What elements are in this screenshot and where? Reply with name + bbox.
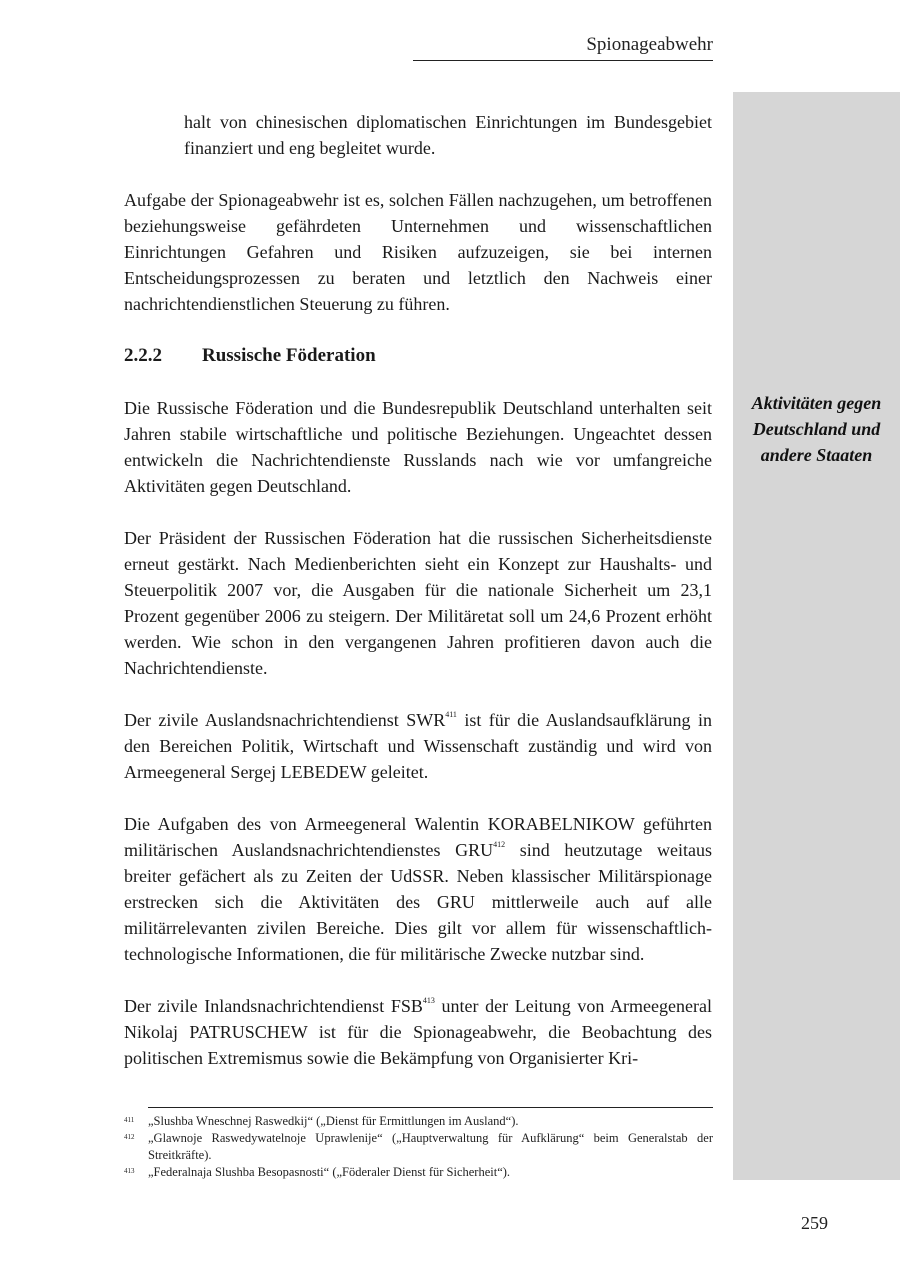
page-number: 259: [801, 1213, 828, 1233]
footnote-ref: 413: [422, 996, 435, 1005]
footnote: [124, 1130, 713, 1164]
footnote-text: „Glawnoje Raswedywatelnoje Uprawlenije“ („Hauptverwaltung für Aufklärung“ beim Generalstab der Streitkräfte).: [148, 1131, 713, 1162]
paragraph-text: Der zivile Inlandsnachrichtendienst FSB: [124, 996, 423, 1016]
paragraph-text: sind heutzutage weitaus breiter gefächert als zu Zeiten der UdSSR. Neben klassischer Militärspionage erstrecken sich die Aktivitäten des GRU mittlerweile auch auf alle militärrelevanten zivilen Bereiche. Dies gilt vor allem für wissenschaftlich-technologische Informationen, die für militärische Zwecke nutzbar sind.: [124, 840, 712, 964]
margin-note: [733, 390, 900, 468]
margin-note-line: andere Staaten: [760, 445, 873, 465]
section-heading: [124, 343, 712, 369]
paragraph: Aufgabe der Spionageabwehr ist es, solchen Fällen nachzugehen, um betroffenen beziehungsweise gefährdeten Unternehmen und wissenschaftlichen Einrichtungen Gefahren und Risiken aufzuzeigen, sie bei internen Entscheidungsprozessen zu beraten und letztlich den Nachweis einer nachrichtendienstlichen Steuerung zu führen.: [124, 190, 712, 314]
footnote-text: „Federalnaja Slushba Besopasnosti“ („Föderaler Dienst für Sicherheit“).: [148, 1165, 511, 1179]
paragraph-text: unter der Leitung von Armeegeneral Nikolaj PATRUSCHEW ist für die Spionageabwehr, die Beobachtung des politischen Extremismus sowie die Bekämpfung von Organisierter Kri-: [124, 996, 712, 1068]
paragraph: [124, 993, 712, 1071]
paragraph: [124, 707, 712, 785]
paragraph: Die Russische Föderation und die Bundesrepublik Deutschland unterhalten seit Jahren stabile wirtschaftliche und politische Beziehungen. Ungeachtet dessen entwickeln die Nachrichtendienste Russlands nach wie vor umfangreiche Aktivitäten gegen Deutschland.: [124, 398, 712, 496]
paragraph-continuation: halt von chinesischen diplomatischen Einrichtungen im Bundesgebiet finanziert und eng begleitet wurde.: [184, 112, 712, 158]
main-text: [124, 109, 712, 1097]
paragraph-text: Die Aufgaben des von Armeegeneral Walentin KORABELNIKOW geführten militärischen Auslandsnachrichtendienstes GRU: [124, 814, 712, 860]
section-number: 2.2.2: [124, 345, 162, 366]
footnotes: [124, 1113, 713, 1181]
paragraph: Der Präsident der Russischen Föderation hat die russischen Sicherheitsdienste erneut gestärkt. Nach Medienberichten sieht ein Konzept zur Haushalts- und Steuerpolitik 2007 vor, die Ausgaben für die nationale Sicherheit um 23,1 Prozent gegenüber 2006 zu steigern. Der Militäretat soll um 24,6 Prozent erhöht werden. Wie schon in den vergangenen Jahren profitieren davon auch die Nachrichtendienste.: [124, 528, 712, 678]
margin-note-line: Aktivitäten gegen: [751, 393, 882, 413]
footnote-text: „Slushba Wneschnej Raswedkij“ („Dienst für Ermittlungen im Ausland“).: [148, 1114, 519, 1128]
paragraph-text: ist für die Auslandsaufklärung in den Bereichen Politik, Wirtschaft und Wissenschaft zuständig und wird von Armeegeneral Sergej LEBEDEW geleitet.: [124, 710, 712, 782]
margin-bar: [733, 92, 900, 1180]
footnote-ref: 411: [445, 710, 457, 719]
footnote-number: 411: [124, 1116, 135, 1124]
footnote-ref: 412: [493, 840, 506, 849]
footnote-rule: [148, 1107, 713, 1108]
section-title: Russische Föderation: [202, 345, 376, 366]
footnote: [124, 1113, 713, 1130]
footnote-number: 413: [124, 1167, 135, 1175]
margin-note-line: Deutschland und: [752, 419, 881, 439]
running-header: Spionageabwehr: [586, 34, 713, 55]
paragraph-text: Der zivile Auslandsnachrichtendienst SWR: [124, 710, 446, 730]
footnote: [124, 1164, 713, 1181]
header-rule: [413, 60, 713, 61]
footnote-number: 412: [124, 1133, 135, 1141]
paragraph: [124, 811, 712, 967]
